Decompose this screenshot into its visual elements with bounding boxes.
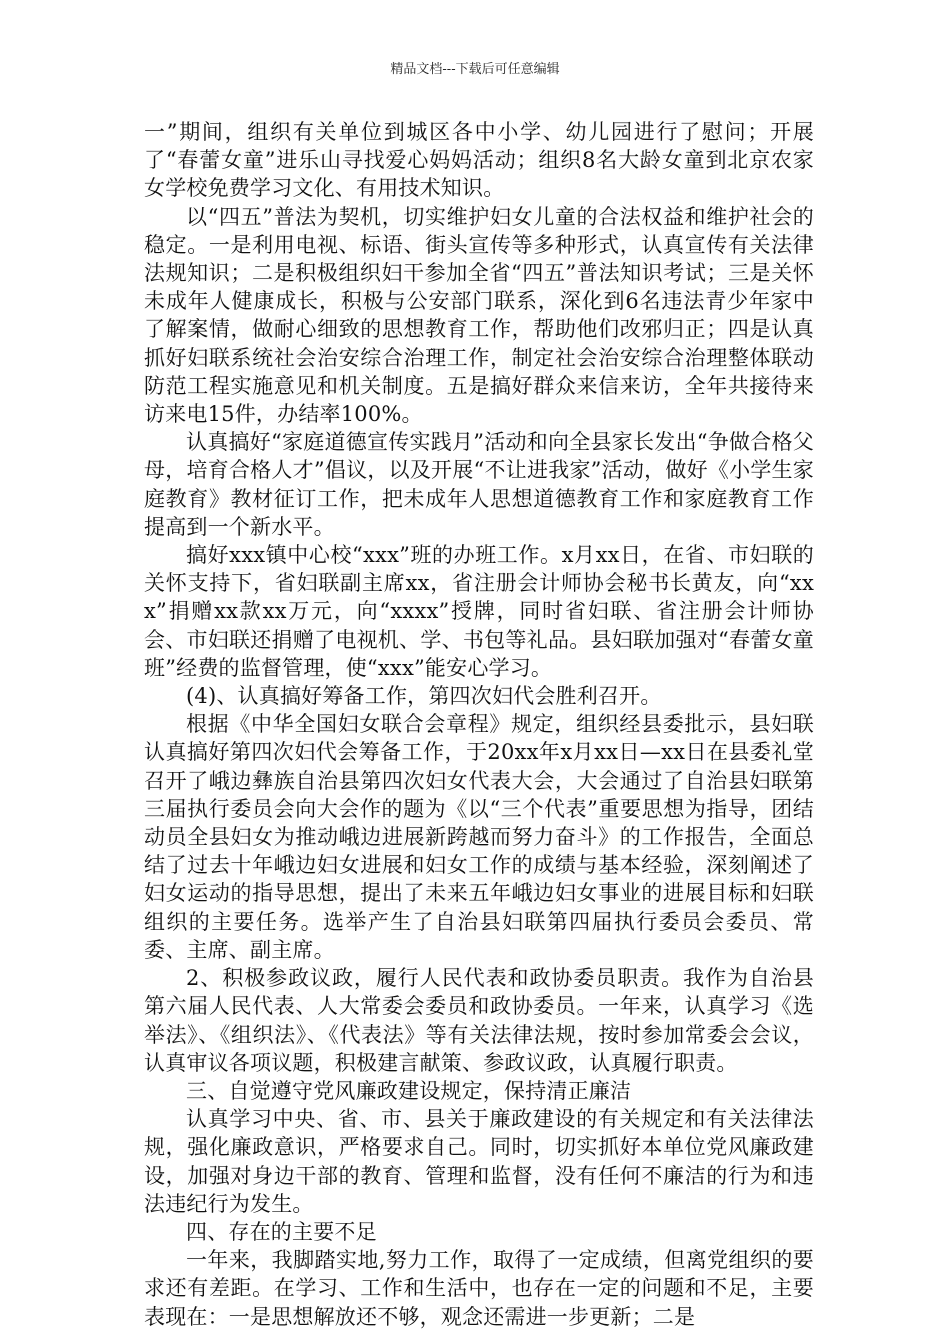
section-heading-3: 三、自觉遵守党风廉政建设规定，保持清正廉洁	[186, 1078, 632, 1103]
paragraph-6: 根据《中华全国妇女联合会章程》规定，组织经县委批示，县妇联认真搞好第四次妇代会筹备工作，于20xx年x月xx日—xx日在县委礼堂召开了峨边彝族自治县第四次妇女代表大会，大会通过了自治县妇联第三届执行委员会向大会作的题为《以“三个代表”重要思想为指导，团结动员全县妇女为推动峨边进展新跨越而努力奋斗》的工作报告，全面总结了过去十年峨边妇女进展和妇女工作的成绩与基本经验，深刻阐述了妇女运动的指导思想，提出了未来五年峨边妇女事业的进展目标和妇联组织的主要任务。选举产生了自治县妇联第四届执行委员会委员、常委、主席、副主席。	[144, 712, 814, 962]
paragraph-2: 以“四五”普法为契机，切实维护妇女儿童的合法权益和维护社会的稳定。一是利用电视、标语、街头宣传等多种形式，认真宣传有关法律法规知识；二是积极组织妇干参加全省“四五”普法知识考试；三是关怀未成年人健康成长，积极与公安部门联系，深化到6名违法青少年家中了解案情，做耐心细致的思想教育工作，帮助他们改邪归正；四是认真抓好妇联系统社会治安综合治理工作，制定社会治安综合治理整体联动防范工程实施意见和机关制度。五是搞好群众来信来访，全年共接待来访来电15件，办结率100%。	[144, 204, 814, 427]
document-body	[144, 118, 814, 1331]
paragraph-1: 一”期间，组织有关单位到城区各中小学、幼儿园进行了慰问；开展了“春蕾女童”进乐山寻找爱心妈妈活动；组织8名大龄女童到北京农家女学校免费学习文化、有用技术知识。	[144, 120, 814, 201]
paragraph-3: 认真搞好“家庭道德宣传实践月”活动和向全县家长发出“争做合格父母，培育合格人才”倡议，以及开展“不让进我家”活动，做好《小学生家庭教育》教材征订工作，把未成年人思想道德教育工作和家庭教育工作提高到一个新水平。	[144, 430, 814, 539]
paragraph-4: 搞好xxx镇中心校“xxx”班的办班工作。x月xx日，在省、市妇联的关怀支持下，省妇联副主席xx，省注册会计师协会秘书长黄友，向“xxx”捐赠xx款xx万元，向“xxxx”授牌，同时省妇联、省注册会计师协会、市妇联还捐赠了电视机、学、书包等礼品。县妇联加强对“春蕾女童班”经费的监督管理，使“xxx”能安心学习。	[144, 543, 814, 680]
paragraph-7: 2、积极参政议政，履行人民代表和政协委员职责。我作为自治县第六届人民代表、人大常委会委员和政协委员。一年来，认真学习《选举法》、《组织法》、《代表法》等有关法律法规，按时参加常委会会议，认真审议各项议题，积极建言献策、参政议政，认真履行职责。	[144, 966, 814, 1075]
paragraph-5: (4)、认真搞好筹备工作，第四次妇代会胜利召开。	[186, 684, 662, 709]
paragraph-8: 认真学习中央、省、市、县关于廉政建设的有关规定和有关法律法规，强化廉政意识，严格要求自己。同时，切实抓好本单位党风廉政建设，加强对身边干部的教育、管理和监督，没有任何不廉洁的行为和违法违纪行为发生。	[144, 1107, 814, 1216]
section-heading-4: 四、存在的主要不足	[186, 1219, 377, 1244]
page-header: 精品文档---下载后可任意编辑	[390, 62, 560, 77]
paragraph-9: 一年来，我脚踏实地,努力工作，取得了一定成绩，但离党组织的要求还有差距。在学习、工作和生活中，也存在一定的问题和不足，主要表现在：一是思想解放还不够，观念还需进一步更新；二是	[144, 1248, 814, 1329]
